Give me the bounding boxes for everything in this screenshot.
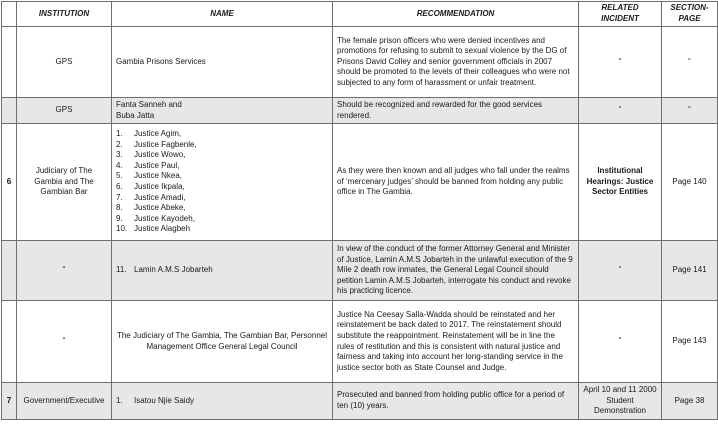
person-name: Isatou Njie Saidy bbox=[134, 395, 195, 405]
page-cell: Page 143 bbox=[662, 301, 718, 383]
row-number bbox=[2, 98, 17, 124]
header-recommendation: RECOMMENDATION bbox=[333, 2, 579, 27]
list-number: 9. bbox=[116, 213, 123, 223]
row-number bbox=[2, 27, 17, 98]
judge-name: Justice Fagbenle, bbox=[134, 139, 197, 149]
row-number: 7 bbox=[2, 383, 17, 420]
name-entry bbox=[116, 265, 328, 276]
list-number: 1. bbox=[116, 129, 123, 139]
name-cell: Gambia Prisons Services bbox=[112, 27, 333, 98]
list-number: 5. bbox=[116, 171, 123, 181]
recommendation-cell: Justice Na Ceesay Salla-Wadda should be reinstated and her reinstatement be back dated to 2017. The reinstatement should substitute the reappointment. Reinstatement will be in line the rules of restitution and this is consistent with natural justice and fairness and taking into account her long-standing service in the justice sector both as State Counsel and Judge. bbox=[333, 301, 579, 383]
list-number: 6. bbox=[116, 182, 123, 191]
list-item bbox=[116, 161, 328, 172]
incident-cell: “ bbox=[579, 98, 662, 124]
list-item bbox=[116, 140, 328, 151]
list-item bbox=[116, 224, 328, 235]
list-item bbox=[116, 193, 328, 204]
list-number: 1. bbox=[116, 395, 123, 405]
list-item bbox=[116, 182, 328, 193]
list-number: 8. bbox=[116, 203, 123, 213]
judge-name: Justice Wowo, bbox=[134, 150, 186, 160]
table-row bbox=[2, 27, 718, 98]
judge-name: Justice Paul, bbox=[134, 160, 180, 170]
page-cell: Page 38 bbox=[662, 383, 718, 420]
incident-cell: April 10 and 11 2000 Student Demonstration bbox=[579, 383, 662, 420]
incident-cell: “ bbox=[579, 27, 662, 98]
name-cell bbox=[112, 241, 333, 301]
table-row bbox=[2, 301, 718, 383]
table-row bbox=[2, 98, 718, 124]
table-row bbox=[2, 383, 718, 420]
judge-name: Justice Ikpala, bbox=[134, 182, 185, 191]
judges-list bbox=[116, 129, 328, 235]
institution-cell: “ bbox=[17, 241, 112, 301]
page-cell: Page 140 bbox=[662, 124, 718, 241]
list-item bbox=[116, 129, 328, 140]
recommendations-table bbox=[1, 1, 718, 420]
incident-cell: Institutional Hearings: Justice Sector Entities bbox=[579, 124, 662, 241]
judge-name: Justice Amadi, bbox=[134, 192, 186, 202]
name-cell bbox=[112, 98, 333, 124]
institution-cell: GPS bbox=[17, 98, 112, 124]
list-number: 10. bbox=[116, 224, 128, 234]
recommendation-cell: As they were then known and all judges who fall under the realms of ‘mercenary judges’ should be banned from holding any public office in The Gambia. bbox=[333, 124, 579, 241]
name-cell bbox=[112, 124, 333, 241]
person-name: Lamin A.M.S Jobarteh bbox=[134, 265, 213, 275]
list-number: 7. bbox=[116, 192, 123, 202]
table-row bbox=[2, 241, 718, 301]
list-item bbox=[116, 214, 328, 225]
name-line: Fanta Sanneh and bbox=[116, 99, 182, 109]
judge-name: Justice Alagbeh bbox=[134, 224, 191, 234]
list-number: 4. bbox=[116, 160, 123, 170]
page-cell: “ bbox=[662, 98, 718, 124]
header-institution: INSTITUTION bbox=[17, 2, 112, 27]
institution-cell: GPS bbox=[17, 27, 112, 98]
list-number: 3. bbox=[116, 150, 123, 160]
institution-cell: Judiciary of The Gambia and The Gambian Bar bbox=[17, 124, 112, 241]
institution-cell: Government/Executive bbox=[17, 383, 112, 420]
incident-cell: “ bbox=[579, 241, 662, 301]
name-cell bbox=[112, 383, 333, 420]
name-cell: The Judiciary of The Gambia, The Gambian Bar, Personnel Management Office General Legal Council bbox=[112, 301, 333, 383]
list-item bbox=[116, 203, 328, 214]
recommendation-cell: In view of the conduct of the former Attorney General and Minister of Justice, Lamin A.M.S Jobarteh in the unlawful execution of the 9 Mile 2 death row inmates, the General Legal Council should petition Lamin A.M.S Jobarteh, interrogate his conduct and revoke his practicing licence. bbox=[333, 241, 579, 301]
list-item bbox=[116, 150, 328, 161]
row-number bbox=[2, 241, 17, 301]
incident-cell: “ bbox=[579, 301, 662, 383]
recommendation-cell: The female prison officers who were denied incentives and promotions for refusing to submit to sexual violence by the DG of Prisons David Colley and senior government officials in 2007 should be promoted to the levels of their colleagues who were not subjected to any form of harassment or unfair treatment. bbox=[333, 27, 579, 98]
list-number: 11. bbox=[116, 265, 127, 275]
table-header-row bbox=[2, 2, 718, 27]
list-item bbox=[116, 171, 328, 182]
judge-name: Justice Kayodeh, bbox=[134, 213, 195, 223]
recommendation-cell: Prosecuted and banned from holding public office for a period of ten (10) years. bbox=[333, 383, 579, 420]
institution-cell: “ bbox=[17, 301, 112, 383]
header-number bbox=[2, 2, 17, 27]
judge-name: Justice Abeke, bbox=[134, 203, 186, 213]
list-number: 2. bbox=[116, 139, 123, 149]
row-number: 6 bbox=[2, 124, 17, 241]
page-cell: “ bbox=[662, 27, 718, 98]
recommendation-cell: Should be recognized and rewarded for the good services rendered. bbox=[333, 98, 579, 124]
judge-name: Justice Nkea, bbox=[134, 171, 183, 181]
row-number bbox=[2, 301, 17, 383]
header-related-incident: RELATED INCIDENT bbox=[579, 2, 662, 27]
judge-name: Justice Agim, bbox=[134, 129, 182, 139]
name-line: Buba Jatta bbox=[116, 110, 155, 120]
header-section-page: SECTION-PAGE bbox=[662, 2, 718, 27]
name-entry bbox=[116, 396, 328, 407]
table-row bbox=[2, 124, 718, 241]
page-cell: Page 141 bbox=[662, 241, 718, 301]
header-name: NAME bbox=[112, 2, 333, 27]
